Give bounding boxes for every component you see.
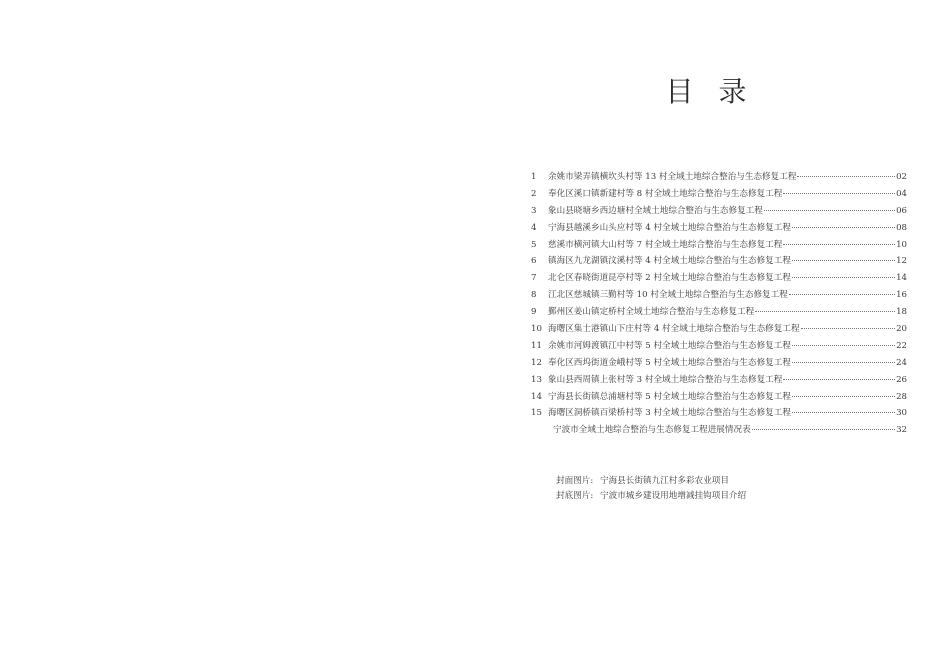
toc-entry-page: 04	[896, 188, 907, 199]
toc-entry[interactable]	[531, 405, 907, 422]
toc-entry-title: 象山县晓塘乡西边塘村全域土地综合整治与生态修复工程	[548, 205, 763, 216]
toc-entry[interactable]	[531, 169, 907, 186]
toc-dot-leader	[792, 344, 895, 346]
toc-entry-page: 12	[896, 256, 907, 267]
toc-entry[interactable]	[531, 203, 907, 220]
toc-entry-page: 20	[896, 324, 907, 335]
toc-dot-leader	[789, 293, 895, 295]
toc-dot-leader	[801, 327, 896, 329]
toc-dot-leader	[792, 411, 895, 413]
toc-entry-title: 宁海县越溪乡山头应村等 4 村全域土地综合整治与生态修复工程	[548, 222, 791, 233]
toc-dot-leader	[792, 259, 895, 261]
cover-back-caption	[556, 489, 746, 504]
toc-entry-page: 28	[896, 391, 907, 402]
toc-entry-number: 11	[531, 340, 542, 351]
toc-entry[interactable]	[531, 253, 907, 270]
toc-entry-title: 奉化区溪口镇新建村等 8 村全域土地综合整治与生态修复工程	[548, 188, 783, 199]
toc-entry-title: 余姚市河姆渡镇江中村等 5 村全域土地综合整治与生态修复工程	[548, 340, 791, 351]
toc-entry-title: 慈溪市横河镇大山村等 7 村全域土地综合整治与生态修复工程	[548, 239, 783, 250]
toc-entry-page: 14	[896, 273, 907, 284]
toc-entry[interactable]	[531, 372, 907, 389]
toc-entry-number: 10	[531, 324, 542, 335]
cover-back-label: 封底图片:	[556, 491, 594, 501]
toc-entry-title: 海曙区集士港镇山下庄村等 4 村全域土地综合整治与生态修复工程	[548, 324, 800, 335]
toc-dot-leader	[792, 276, 895, 278]
toc-dot-leader	[764, 209, 895, 211]
toc-entry-title: 宁波市全域土地综合整治与生态修复工程进展情况表	[553, 425, 751, 436]
toc-entry-number: 8	[531, 290, 537, 301]
toc-dot-leader	[752, 428, 895, 430]
toc-entry-title: 宁海县长街镇总浦塘村等 5 村全域土地综合整治与生态修复工程	[548, 391, 791, 402]
toc-entry-number: 13	[531, 374, 542, 385]
toc-entry-number: 5	[531, 239, 537, 250]
toc-entry-title: 奉化区西坞街道金峨村等 5 村全域土地综合整治与生态修复工程	[548, 357, 791, 368]
toc-entry-page: 26	[896, 374, 907, 385]
toc-entry-number: 2	[531, 188, 537, 199]
toc-entry-page: 22	[896, 340, 907, 351]
toc-entry[interactable]	[531, 270, 907, 287]
toc-dot-leader	[755, 310, 895, 312]
toc-entry-page: 08	[896, 222, 907, 233]
toc-dot-leader	[792, 361, 895, 363]
cover-back-text: 宁波市城乡建设用地增减挂钩项目介绍	[600, 491, 747, 501]
toc-dot-leader	[797, 175, 895, 177]
toc-entry-number: 1	[531, 172, 537, 182]
toc-entry-title: 镇海区九龙湖镇汶溪村等 4 村全域土地综合整治与生态修复工程	[548, 256, 791, 267]
toc-entry-page: 06	[896, 205, 907, 216]
toc-entry-page: 30	[896, 408, 907, 419]
toc-entry-page: 24	[896, 357, 907, 368]
toc-entry[interactable]	[531, 355, 907, 372]
toc-dot-leader	[783, 243, 895, 245]
toc-entry-title: 北仑区春晓街道昆亭村等 2 村全域土地综合整治与生态修复工程	[548, 273, 791, 284]
page-title: 目 录	[665, 75, 755, 108]
cover-front-caption	[556, 474, 746, 489]
toc-entry-title: 江北区慈城镇三勤村等 10 村全域土地综合整治与生态修复工程	[548, 290, 788, 301]
toc-dot-leader	[792, 395, 895, 397]
toc-entry-title: 余姚市梁弄镇横坎头村等 13 村全域土地综合整治与生态修复工程	[548, 172, 797, 182]
toc-entry-number: 7	[531, 273, 537, 284]
toc-dot-leader	[783, 378, 895, 380]
toc-entry-page: 16	[896, 290, 907, 301]
toc-entry-number: 6	[531, 256, 537, 267]
toc-entry[interactable]	[531, 186, 907, 203]
toc-entry-page: 18	[896, 307, 907, 318]
toc-entry-number: 15	[531, 408, 542, 419]
toc-entry-page: 32	[896, 425, 907, 436]
table-of-contents	[531, 169, 907, 439]
toc-entry[interactable]	[531, 287, 907, 304]
toc-entry-number: 12	[531, 357, 542, 368]
toc-entry[interactable]	[531, 389, 907, 406]
toc-entry[interactable]	[531, 220, 907, 237]
toc-entry[interactable]	[531, 338, 907, 355]
toc-entry[interactable]	[531, 237, 907, 254]
toc-entry-number: 4	[531, 222, 537, 233]
toc-entry-number: 14	[531, 391, 542, 402]
toc-entry-title: 象山县西周镇上张村等 3 村全域土地综合整治与生态修复工程	[548, 374, 783, 385]
toc-entry[interactable]	[531, 304, 907, 321]
toc-entry[interactable]	[531, 422, 907, 439]
toc-entry-number: 9	[531, 307, 537, 318]
cover-captions	[556, 474, 746, 504]
toc-dot-leader	[783, 192, 895, 194]
toc-dot-leader	[792, 226, 895, 228]
toc-entry-number: 3	[531, 205, 537, 216]
toc-entry-title: 鄞州区姜山镇定桥村全域土地综合整治与生态修复工程	[548, 307, 755, 318]
toc-entry-page: 10	[896, 239, 907, 250]
toc-entry-page: 02	[896, 172, 907, 182]
toc-entry[interactable]	[531, 321, 907, 338]
cover-front-label: 封面图片:	[556, 476, 594, 486]
cover-front-text: 宁海县长街镇九江村多彩农业项目	[600, 476, 729, 486]
toc-entry-title: 海曙区洞桥镇百梁桥村等 3 村全域土地综合整治与生态修复工程	[548, 408, 791, 419]
